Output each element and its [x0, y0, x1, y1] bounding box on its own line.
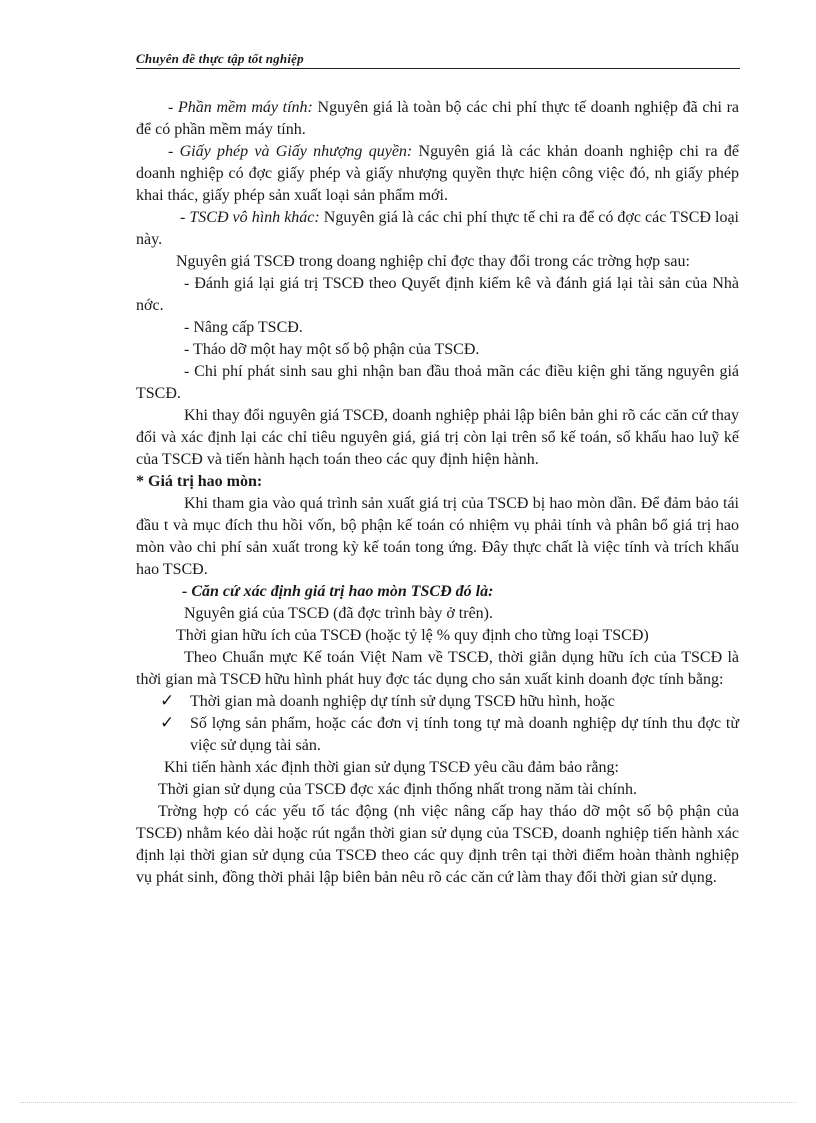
label-other-intangible: - TSCĐ vô hình khác:	[180, 209, 320, 226]
paragraph-record-change: Khi thay đổi nguyên giá TSCĐ, doanh nghiệp phải lập biên bản ghi rõ các căn cứ thay đổi và xác định lại các chỉ tiêu nguyên giá, giá trị còn lại trên sổ kế toán, số khấu hao luỹ kế của TSCĐ và tiến hành hạch toán theo các quy định hiện hành.	[136, 407, 739, 468]
subheading-basis: - Căn cứ xác định giá trị hao mòn TSCĐ đó là:	[182, 583, 494, 600]
paragraph-software: - Phần mềm máy tính: Nguyên giá là toàn bộ các chi phí thực tế doanh nghiệp đã chi ra để có phần mềm máy tính.	[136, 99, 740, 138]
paragraph-original-cost: Nguyên giá của TSCĐ (đã đợc trình bày ở trên).	[184, 605, 493, 622]
document-body	[136, 97, 739, 889]
check-item-quantity: ✓ Số lợng sản phẩm, hoặc các đơn vị tính tong tự mà doanh nghiệp dự tính thu đợc từ việc sử dụng tài sản.	[160, 713, 739, 754]
paragraph-subsequent-cost: - Chi phí phát sinh sau ghi nhận ban đầu thoả mãn các điều kiện ghi tăng nguyên giá TSCĐ.	[136, 363, 739, 402]
paragraph-factors: Trờng hợp có các yếu tố tác động (nh việc nâng cấp hay tháo dỡ một số bộ phận của TSCĐ) nhằm kéo dài hoặc rút ngắn thời gian sử dụng của TSCĐ, doanh nghiệp tiến hành xác định lại thời gian sử dụng của TSCĐ theo các quy định trên tại thời điểm hoàn thành nghiệp vụ phát sinh, đồng thời phải lập biên bản nêu rõ các căn cứ làm thay đổi thời gian sử dụng.	[136, 803, 739, 886]
paragraph-vas-standard: Theo Chuẩn mực Kế toán Việt Nam về TSCĐ, thời giẳn dụng hữu ích của TSCĐ là thời gian mà TSCĐ hữu hình phát huy đợc tác dụng cho sản xuất kinh doanh đợc tính bằng:	[136, 649, 739, 688]
paragraph-revaluation: - Đánh giá lại giá trị TSCĐ theo Quyết định kiểm kê và đánh giá lại tài sản của Nhà nớc.	[136, 275, 739, 314]
paragraph-other-intangible: - TSCĐ vô hình khác: Nguyên giá là các chi phí thực tế chi ra để có đợc các TSCĐ loại này.	[136, 209, 739, 248]
paragraph-dismantle: - Tháo dỡ một hay một số bộ phận của TSCĐ.	[184, 341, 480, 358]
header-title: Chuyên đề thực tập tốt nghiệp	[136, 51, 304, 66]
paragraph-upgrade: - Nâng cấp TSCĐ.	[184, 319, 303, 336]
label-software: - Phần mềm máy tính:	[168, 99, 313, 116]
check-icon: ✓	[160, 691, 175, 711]
paragraph-determine-time: Khi tiến hành xác định thời gian sử dụng TSCĐ yêu cầu đảm bảo rằng:	[164, 759, 619, 776]
paragraph-license: - Giấy phép và Giấy nhượng quyền: Nguyên giá là các khản doanh nghiệp chi ra để doanh nghiệp có đợc giấy phép và giấy nhượng quyền thực hiện công việc đó, nh giấy phép khai thác, giấy phép sản xuất loại sản phẩm mới.	[136, 143, 739, 204]
footer-divider	[20, 1102, 796, 1103]
check-item-time: ✓ Thời gian mà doanh nghiệp dự tính sử dụng TSCĐ hữu hình, hoặc	[160, 691, 615, 711]
page-header	[136, 50, 740, 69]
check-icon: ✓	[160, 713, 175, 733]
paragraph-useful-life: Thời gian hữu ích của TSCĐ (hoặc tỷ lệ % quy định cho từng loại TSCĐ)	[176, 627, 649, 644]
label-license: - Giấy phép và Giấy nhượng quyền:	[168, 143, 413, 160]
paragraph-consistent: Thời gian sử dụng của TSCĐ đợc xác định thống nhất trong năm tài chính.	[158, 781, 637, 798]
heading-depreciation-value: * Giá trị hao mòn:	[136, 473, 263, 490]
paragraph-depreciation: Khi tham gia vào quá trình sản xuất giá trị của TSCĐ bị hao mòn dần. Để đảm bảo tái đầu t và mục đích thu hồi vốn, bộ phận kế toán có nhiệm vụ phải tính và phân bổ giá trị hao mòn vào chi phí sản xuất trong kỳ kế toán tong ứng. Đây thực chất là việc tính và trích khấu hao TSCĐ.	[136, 495, 739, 578]
paragraph-cost-change: Nguyên giá TSCĐ trong doang nghiệp chỉ đợc thay đổi trong các trờng hợp sau:	[176, 253, 690, 270]
